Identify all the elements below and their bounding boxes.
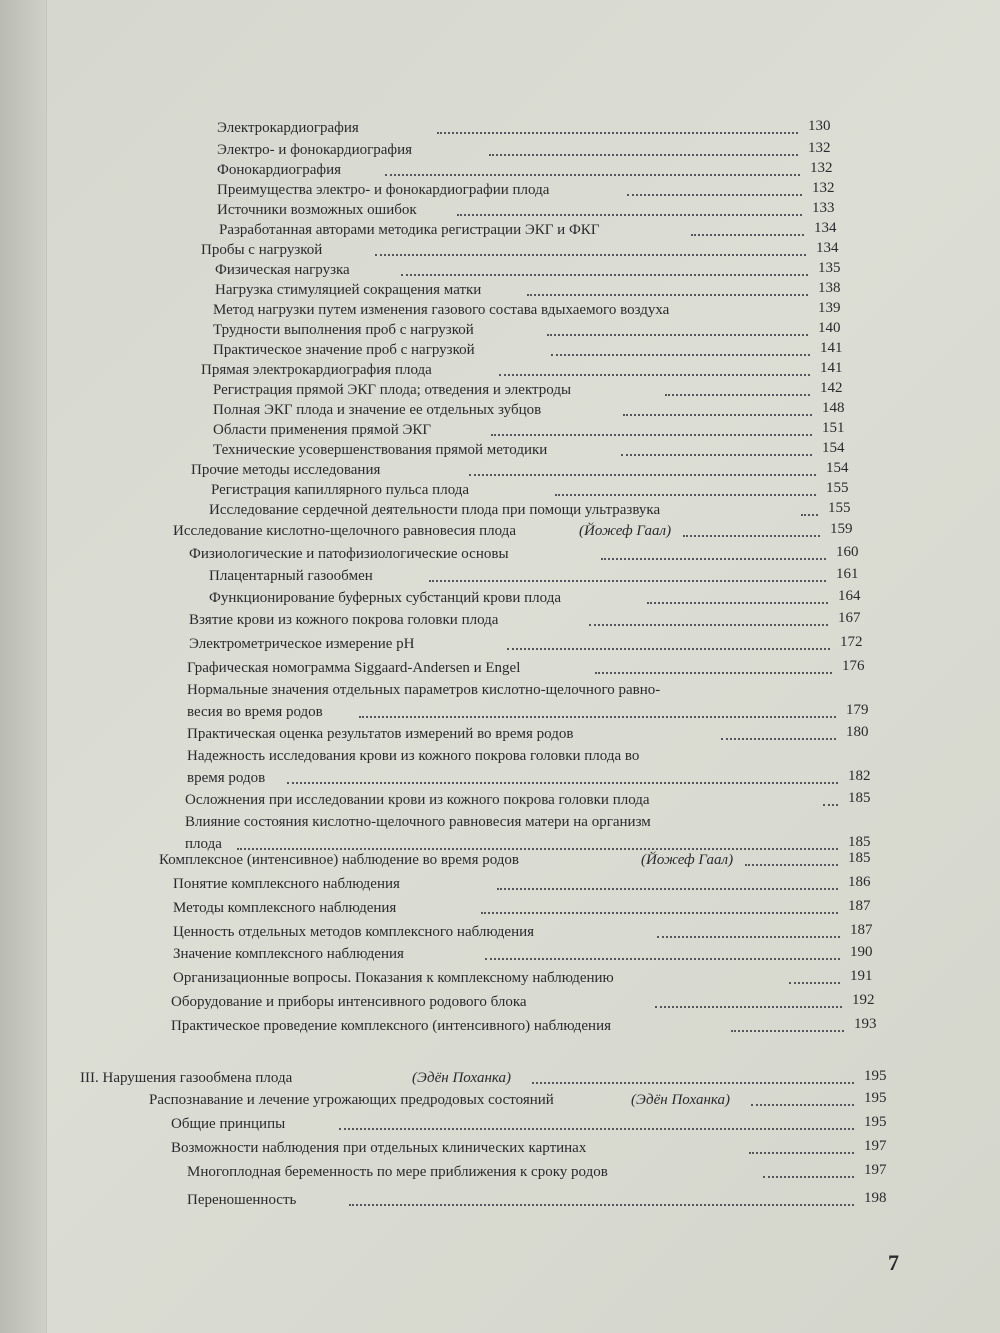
toc-entry-title: Влияние состояния кислотно-щелочного равновесия матери на организм [185, 814, 651, 830]
dot-leader [731, 1028, 844, 1032]
toc-entry [0, 1114, 1000, 1136]
toc-entry-title: Общие принципы [171, 1116, 286, 1132]
toc-entry-title: Практическое проведение комплексного (интенсивного) наблюдения [171, 1018, 612, 1034]
toc-page-number: 195 [864, 1068, 887, 1084]
toc-entry-title: Электро- и фонокардиография [217, 142, 413, 158]
toc-entry-title: Графическая номограмма Siggaard-Andersen и Engel [187, 660, 521, 676]
toc-entry-title-continued: весия во время родов [187, 704, 323, 720]
toc-page-number: 167 [838, 610, 861, 626]
toc-entry-title: Преимущества электро- и фонокардиографии плода [217, 182, 550, 198]
toc-entry [0, 874, 1000, 896]
toc-page-number: 130 [808, 118, 831, 134]
toc-page-number: 133 [812, 200, 835, 216]
dot-leader [749, 1150, 854, 1154]
toc-entry-title: Разработанная авторами методика регистрации ЭКГ и ФКГ [219, 222, 600, 238]
toc-page-number: 142 [820, 380, 843, 396]
toc-entry-author: (Йожеф Гаал) [641, 852, 734, 868]
toc-entry [0, 140, 1000, 162]
toc-entry [0, 992, 1000, 1014]
toc-entry [0, 118, 1000, 140]
toc-entry-title: Метод нагрузки путем изменения газового состава вдыхаемого воздуха [213, 302, 670, 318]
toc-entry-title: Практическая оценка результатов измерений во время родов [187, 726, 574, 742]
toc-entry [0, 180, 1000, 202]
toc-page-number: 155 [828, 500, 851, 516]
toc-page-number: 190 [850, 944, 873, 960]
toc-entry [0, 634, 1000, 656]
dot-leader [647, 600, 828, 604]
toc-page-number: 185 [848, 790, 871, 806]
toc-page-number: 185 [848, 850, 871, 866]
toc-page-number: 164 [838, 588, 861, 604]
toc-entry-title: Технические усовершенствования прямой методики [213, 442, 548, 458]
dot-leader [385, 172, 800, 176]
dot-leader [721, 736, 836, 740]
dot-leader [547, 332, 808, 336]
dot-leader [469, 472, 816, 476]
toc-entry-title: Комплексное (интенсивное) наблюдение во время родов [159, 852, 520, 868]
toc-entry [0, 521, 1000, 543]
toc-entry [0, 400, 1000, 422]
toc-entry-title: Многоплодная беременность по мере приближения к сроку родов [187, 1164, 608, 1180]
dot-leader [429, 578, 826, 582]
toc-entry-title: Значение комплексного наблюдения [173, 946, 404, 962]
toc-entry [0, 1068, 1000, 1090]
dot-leader [491, 432, 812, 436]
dot-leader [657, 934, 840, 938]
dot-leader [763, 1174, 854, 1178]
toc-page-number: 182 [848, 768, 871, 784]
toc-entry [0, 1162, 1000, 1184]
dot-leader [507, 646, 830, 650]
toc-page-number: 132 [812, 180, 835, 196]
toc-page-number: 185 [848, 834, 871, 850]
toc-entry-title: Нормальные значения отдельных параметров кислотно-щелочного равно- [187, 682, 661, 698]
dot-leader [457, 212, 802, 216]
toc-page-number: 154 [822, 440, 845, 456]
toc-page-number: 132 [810, 160, 833, 176]
dot-leader [287, 780, 838, 784]
dot-leader [499, 372, 810, 376]
toc-entry-title: Регистрация прямой ЭКГ плода; отведения и электроды [213, 382, 572, 398]
toc-entry [0, 380, 1000, 402]
toc-entry [0, 1138, 1000, 1160]
toc-entry [0, 240, 1000, 262]
toc-page-number: 134 [816, 240, 839, 256]
dot-leader [551, 352, 810, 356]
dot-leader [665, 392, 810, 396]
toc-entry [0, 260, 1000, 282]
toc-page-number: 195 [864, 1090, 887, 1106]
toc-entry-title: Регистрация капиллярного пульса плода [211, 482, 470, 498]
dot-leader [683, 533, 820, 537]
toc-entry-title: Физиологические и патофизиологические основы [189, 546, 509, 562]
toc-entry-title: Организационные вопросы. Показания к комплексному наблюдению [173, 970, 614, 986]
toc-entry-title: Взятие крови из кожного покрова головки плода [189, 612, 499, 628]
toc-entry [0, 544, 1000, 566]
toc-page-number: 161 [836, 566, 859, 582]
toc-entry-title: Нагрузка стимуляцией сокращения матки [215, 282, 482, 298]
dot-leader [401, 272, 808, 276]
toc-entry-title: Оборудование и приборы интенсивного родового блока [171, 994, 527, 1010]
toc-entry-title: III. Нарушения газообмена плода [80, 1070, 293, 1086]
dot-leader [485, 956, 840, 960]
toc-page-number: 134 [814, 220, 837, 236]
toc-page-number: 141 [820, 340, 843, 356]
toc-entry [0, 922, 1000, 944]
toc-entry-title: Переношенность [187, 1192, 297, 1208]
page-number: 7 [888, 1250, 899, 1275]
toc-entry-title: Возможности наблюдения при отдельных клинических картинах [171, 1140, 587, 1156]
toc-entry [0, 724, 1000, 746]
toc-entry [0, 658, 1000, 680]
dot-leader [339, 1126, 854, 1130]
toc-entry-title: Физическая нагрузка [215, 262, 350, 278]
dot-leader [601, 556, 826, 560]
toc-entry-title: Трудности выполнения проб с нагрузкой [213, 322, 474, 338]
dot-leader [497, 886, 838, 890]
toc-entry [0, 200, 1000, 222]
dot-leader [789, 980, 840, 984]
toc-page-number: 197 [864, 1162, 887, 1178]
toc-entry [0, 1090, 1000, 1112]
toc-page-number: 132 [808, 140, 831, 156]
toc-page-number: 198 [864, 1190, 887, 1206]
toc-entry-author: (Эдён Поханка) [412, 1070, 512, 1086]
toc-entry-title: Ценность отдельных методов комплексного наблюдения [173, 924, 535, 940]
toc-entry-title: Надежность исследования крови из кожного покрова головки плода во [187, 748, 640, 764]
dot-leader [437, 130, 798, 134]
dot-leader [359, 714, 836, 718]
toc-entry [0, 340, 1000, 362]
toc-page-number: 172 [840, 634, 863, 650]
toc-entry-author: (Эдён Поханка) [631, 1092, 731, 1108]
toc-entry-title: Функционирование буферных субстанций крови плода [209, 590, 562, 606]
toc-page-number: 179 [846, 702, 869, 718]
toc-page-number: 148 [822, 400, 845, 416]
toc-entry [0, 790, 1000, 812]
toc-entry-title: Области применения прямой ЭКГ [213, 422, 432, 438]
dot-leader [801, 512, 818, 516]
toc-entry [0, 320, 1000, 342]
toc-entry-title: Методы комплексного наблюдения [173, 900, 397, 916]
toc-page-number: 160 [836, 544, 859, 560]
toc-page-number: 151 [822, 420, 845, 436]
dot-leader [621, 452, 812, 456]
toc-page-number: 186 [848, 874, 871, 890]
toc-page-number: 195 [864, 1114, 887, 1130]
dot-leader [589, 622, 828, 626]
toc-page-number: 155 [826, 480, 849, 496]
toc-entry-title: Практическое значение проб с нагрузкой [213, 342, 475, 358]
toc-entry [0, 850, 1000, 872]
toc-entry [0, 300, 1000, 322]
dot-leader [527, 292, 808, 296]
toc-entry-title: Исследование сердечной деятельности плода при помощи ультразвука [209, 502, 661, 518]
toc-page-number: 197 [864, 1138, 887, 1154]
toc-page-number: 135 [818, 260, 841, 276]
toc-page-number: 154 [826, 460, 849, 476]
toc-page-number: 193 [854, 1016, 877, 1032]
dot-leader [745, 862, 838, 866]
toc-entry-title: Исследование кислотно-щелочного равновесия плода [173, 523, 516, 539]
toc-entry-title: Электрометрическое измерение pH [189, 636, 415, 652]
dot-leader [532, 1080, 854, 1084]
toc-entry-title: Электрокардиография [217, 120, 359, 136]
toc-entry-title: Прямая электрокардиография плода [201, 362, 432, 378]
toc-page-number: 191 [850, 968, 873, 984]
toc-entry-title: Осложнения при исследовании крови из кожного покрова головки плода [185, 792, 650, 808]
toc-entry-title: Плацентарный газообмен [209, 568, 373, 584]
toc-entry [0, 360, 1000, 382]
toc-entry-title-continued: плода [185, 836, 222, 852]
dot-leader [595, 670, 832, 674]
toc-entry [0, 588, 1000, 610]
toc-entry [0, 680, 1000, 720]
dot-leader [627, 192, 802, 196]
dot-leader [823, 802, 838, 806]
toc-page-number: 176 [842, 658, 865, 674]
toc-entry-title: Источники возможных ошибок [217, 202, 417, 218]
toc-entry-title: Пробы с нагрузкой [201, 242, 323, 258]
toc-entry-title-continued: время родов [187, 770, 266, 786]
toc-page-number: 180 [846, 724, 869, 740]
toc-entry [0, 812, 1000, 852]
toc-entry [0, 460, 1000, 482]
toc-entry [0, 1190, 1000, 1212]
toc-page-number: 192 [852, 992, 875, 1008]
toc-entry [0, 746, 1000, 786]
toc-page-number: 141 [820, 360, 843, 376]
toc-entry [0, 420, 1000, 442]
dot-leader [489, 152, 798, 156]
dot-leader [375, 252, 806, 256]
dot-leader [481, 910, 838, 914]
dot-leader [691, 232, 804, 236]
toc-entry-title: Полная ЭКГ плода и значение ее отдельных зубцов [213, 402, 542, 418]
toc-page-number: 159 [830, 521, 853, 537]
toc-entry-title: Фонокардиография [217, 162, 342, 178]
toc-entry-author: (Йожеф Гаал) [579, 523, 672, 539]
toc-entry [0, 1016, 1000, 1038]
dot-leader [751, 1102, 854, 1106]
toc-page-number: 139 [818, 300, 841, 316]
toc-page-number: 138 [818, 280, 841, 296]
toc-entry-title: Прочие методы исследования [191, 462, 381, 478]
toc-entry [0, 566, 1000, 588]
toc-entry-title: Распознавание и лечение угрожающих предродовых состояний [149, 1092, 554, 1108]
dot-leader [349, 1202, 854, 1206]
toc-entry [0, 968, 1000, 990]
toc-page-number: 187 [848, 898, 871, 914]
toc-entry [0, 440, 1000, 462]
toc-entry [0, 160, 1000, 182]
toc-entry [0, 280, 1000, 302]
dot-leader [655, 1004, 842, 1008]
toc-entry-title: Понятие комплексного наблюдения [173, 876, 400, 892]
toc-page-number: 140 [818, 320, 841, 336]
dot-leader [623, 412, 812, 416]
toc-entry [0, 610, 1000, 632]
dot-leader [555, 492, 816, 496]
toc-entry [0, 220, 1000, 242]
toc-page-number: 187 [850, 922, 873, 938]
toc-entry [0, 944, 1000, 966]
toc-entry [0, 898, 1000, 920]
